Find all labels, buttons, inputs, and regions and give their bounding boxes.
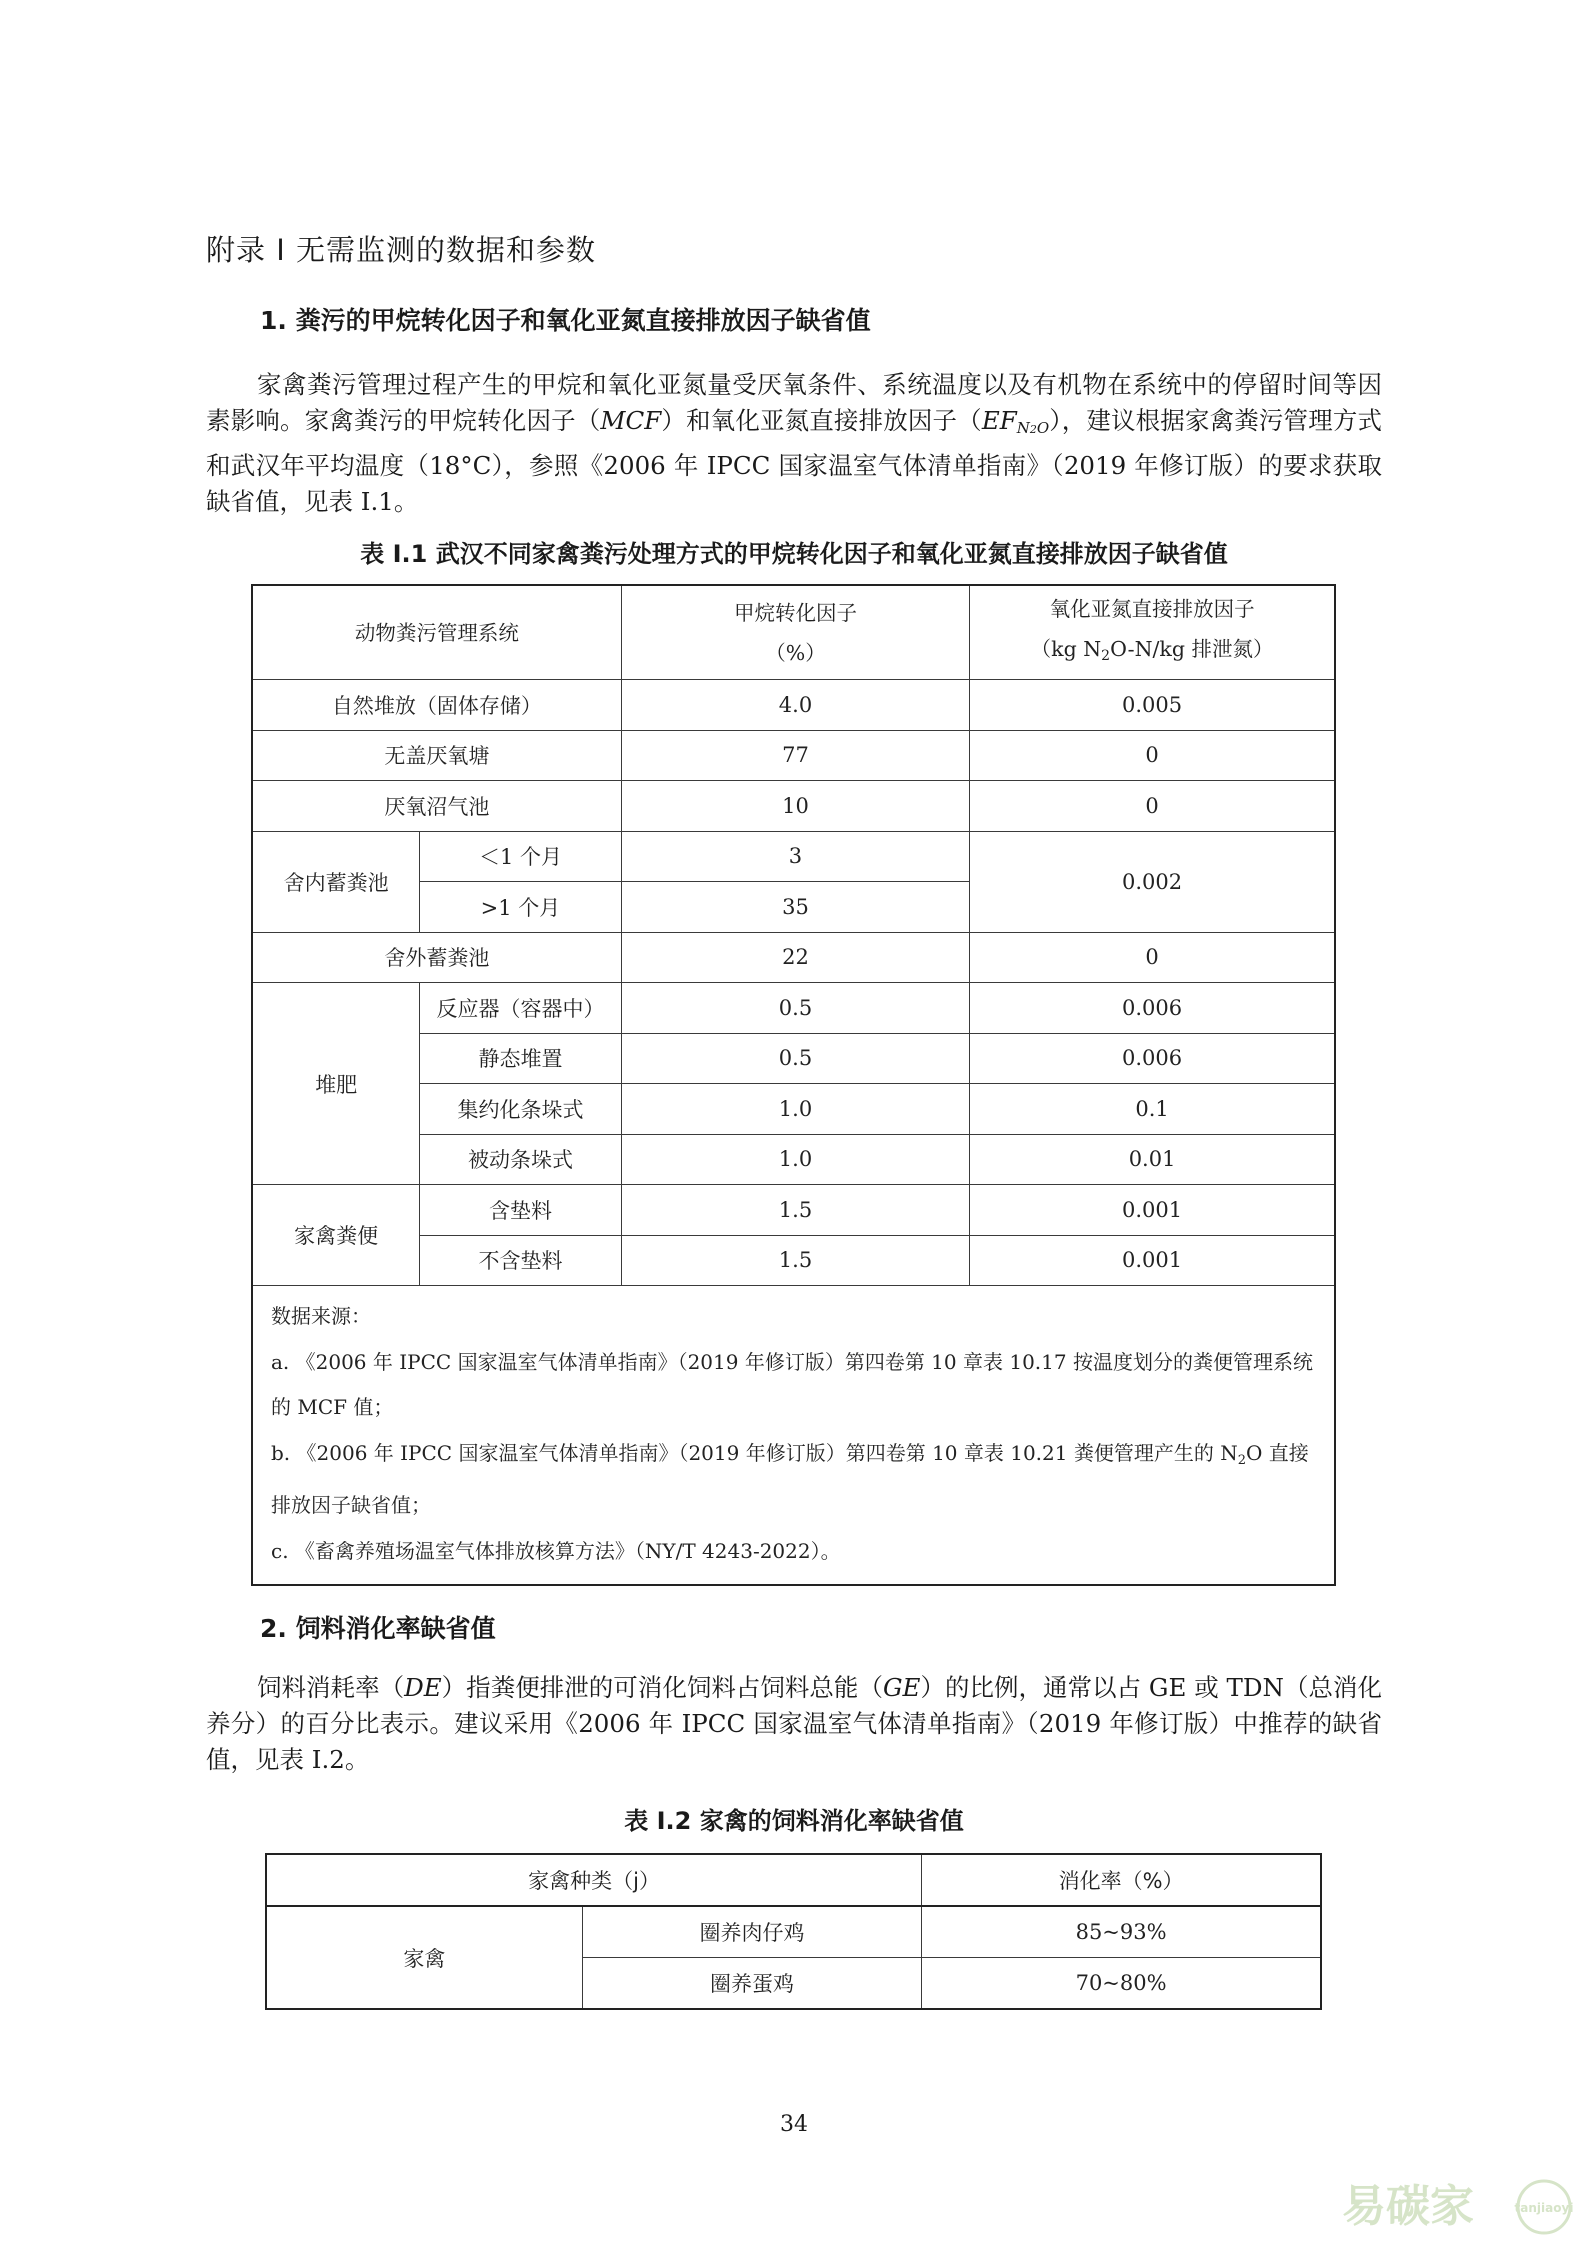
rate-value: 70~80% — [922, 1958, 1321, 2010]
table-row — [266, 1906, 1321, 1958]
mcf-value: 1.0 — [621, 1084, 969, 1135]
data-sources — [252, 1286, 1335, 1586]
header-species: 家禽种类（j） — [266, 1854, 922, 1906]
watermark-domain: tanjiaoyi — [1514, 2201, 1574, 2215]
group-name: 家禽粪便 — [252, 1185, 420, 1286]
header-mcf: 甲烷转化因子 （%） — [621, 585, 969, 680]
ef-symbol: $EF_{N2O}$ — [981, 406, 1050, 437]
sources-row — [252, 1286, 1335, 1586]
ge-symbol: GE — [882, 1673, 921, 1702]
sources-label: 数据来源： — [271, 1304, 371, 1328]
section-1-paragraph — [206, 367, 1382, 520]
row-name: 舍外蓄粪池 — [252, 932, 621, 983]
n2o-value: 0.005 — [970, 680, 1335, 731]
ef-subscript: N2O — [1016, 419, 1050, 437]
para1-text-3: ），建议根据家禽粪污管理方式和武汉年平均温度（18°C），参照《2006 年 IPCC 国家温室气体清单指南》（2019 年修订版）的要求获取缺省值，见表 I.1。 — [206, 406, 1382, 516]
section-2-title: 2. 饲料消化率缺省值 — [260, 1614, 496, 1643]
n2o-value: 0.006 — [970, 983, 1335, 1034]
mcf-value: 35 — [621, 882, 969, 933]
table-1-caption: 表 I.1 武汉不同家禽粪污处理方式的甲烷转化因子和氧化亚氮直接排放因子缺省值 — [360, 540, 1228, 568]
sub-name: 静态堆置 — [420, 1033, 622, 1084]
mcf-value: 22 — [621, 932, 969, 983]
table-row — [252, 1185, 1335, 1236]
section-1-title: 1. 粪污的甲烷转化因子和氧化亚氮直接排放因子缺省值 — [260, 306, 871, 335]
mcf-value: 77 — [621, 730, 969, 781]
appendix-title: 附录 I 无需监测的数据和参数 — [206, 233, 596, 267]
mcf-value: 0.5 — [621, 983, 969, 1034]
n2o-value: 0.006 — [970, 1033, 1335, 1084]
section-2-paragraph: 饲料消耗率（DE）指粪便排泄的可消化饲料占饲料总能（GE）的比例，通常以占 GE 或 TDN（总消化养分）的百分比表示。建议采用《2006 年 IPCC 国家温室气体清单指南》（2019 年修订版）中推荐的缺省值，见表 I.2。 — [206, 1673, 1383, 1774]
sub-name: 圈养肉仔鸡 — [582, 1906, 921, 1958]
page-number: 34 — [780, 2112, 808, 2137]
table-1-header-row — [252, 585, 1335, 680]
header-n2o: 氧化亚氮直接排放因子 （kg N2O-N/kg 排泄氮） — [970, 585, 1335, 680]
sub-name: 被动条垛式 — [420, 1134, 622, 1185]
de-symbol: DE — [404, 1673, 442, 1702]
n2o-value: 0.001 — [970, 1185, 1335, 1236]
table-row — [252, 730, 1335, 781]
para1-text-1: 家禽粪污管理过程产生的甲烷和氧化亚氮量受厌氧条件、系统温度以及有机物在系统中的停留时间等因素影响。家禽粪污的甲烷转化因子（ — [206, 370, 1382, 435]
mcf-value: 10 — [621, 781, 969, 832]
mcf-value: 1.5 — [621, 1185, 969, 1236]
watermark-text: 易碳家 — [1342, 2181, 1474, 2232]
header-system: 动物粪污管理系统 — [252, 585, 621, 680]
para1-text-2: ）和氧化亚氮直接排放因子（ — [661, 406, 982, 435]
watermark-logo — [1338, 2173, 1574, 2237]
sub-name: ＜1 个月 — [420, 831, 622, 882]
group-name: 舍内蓄粪池 — [252, 831, 420, 932]
sub-name: 不含垫料 — [420, 1235, 622, 1286]
group-name: 堆肥 — [252, 983, 420, 1185]
source-b: b. 《2006 年 IPCC 国家温室气体清单指南》（2019 年修订版）第四卷第 10 章表 10.21 粪便管理产生的 $N_2O$ 直接排放因子缺省值； — [271, 1440, 1309, 1517]
n2o-value: 0.1 — [970, 1084, 1335, 1135]
header-rate: 消化率（%） — [922, 1854, 1321, 1906]
table-2 — [265, 1853, 1322, 2010]
source-c: c. 《畜禽养殖场温室气体排放核算方法》（NY/T 4243-2022）。 — [271, 1538, 841, 1563]
rate-value: 85~93% — [922, 1906, 1321, 1958]
mcf-symbol: MCF — [600, 406, 662, 435]
mcf-value: 1.5 — [621, 1235, 969, 1286]
table-row — [252, 680, 1335, 731]
sub-name: 反应器（容器中） — [420, 983, 622, 1034]
table-row — [252, 781, 1335, 832]
mcf-value: 1.0 — [621, 1134, 969, 1185]
sub-name: 集约化条垛式 — [420, 1084, 622, 1135]
table-1 — [251, 584, 1336, 1586]
sub-name: 含垫料 — [420, 1185, 622, 1236]
mcf-value: 0.5 — [621, 1033, 969, 1084]
sub-name: 圈养蛋鸡 — [582, 1958, 921, 2010]
source-a: a. 《2006 年 IPCC 国家温室气体清单指南》（2019 年修订版）第四卷第 10 章表 10.17 按温度划分的粪便管理系统的 MCF 值； — [271, 1349, 1313, 1419]
table-row — [252, 983, 1335, 1034]
group-name: 家禽 — [266, 1906, 582, 2009]
row-name: 自然堆放（固体存储） — [252, 680, 621, 731]
row-name: 无盖厌氧塘 — [252, 730, 621, 781]
n2o-value: 0 — [970, 781, 1335, 832]
sub-name: >1 个月 — [420, 882, 622, 933]
table-row — [252, 831, 1335, 882]
mcf-value: 4.0 — [621, 680, 969, 731]
row-name: 厌氧沼气池 — [252, 781, 621, 832]
table-row — [252, 932, 1335, 983]
n2o-value: 0.01 — [970, 1134, 1335, 1185]
n2o-value: 0 — [970, 932, 1335, 983]
table-2-caption: 表 I.2 家禽的饲料消化率缺省值 — [624, 1807, 964, 1835]
n2o-value: 0 — [970, 730, 1335, 781]
n2o-value: 0.001 — [970, 1235, 1335, 1286]
mcf-value: 3 — [621, 831, 969, 882]
n2o-value: 0.002 — [970, 831, 1335, 932]
table-2-header-row — [266, 1854, 1321, 1906]
